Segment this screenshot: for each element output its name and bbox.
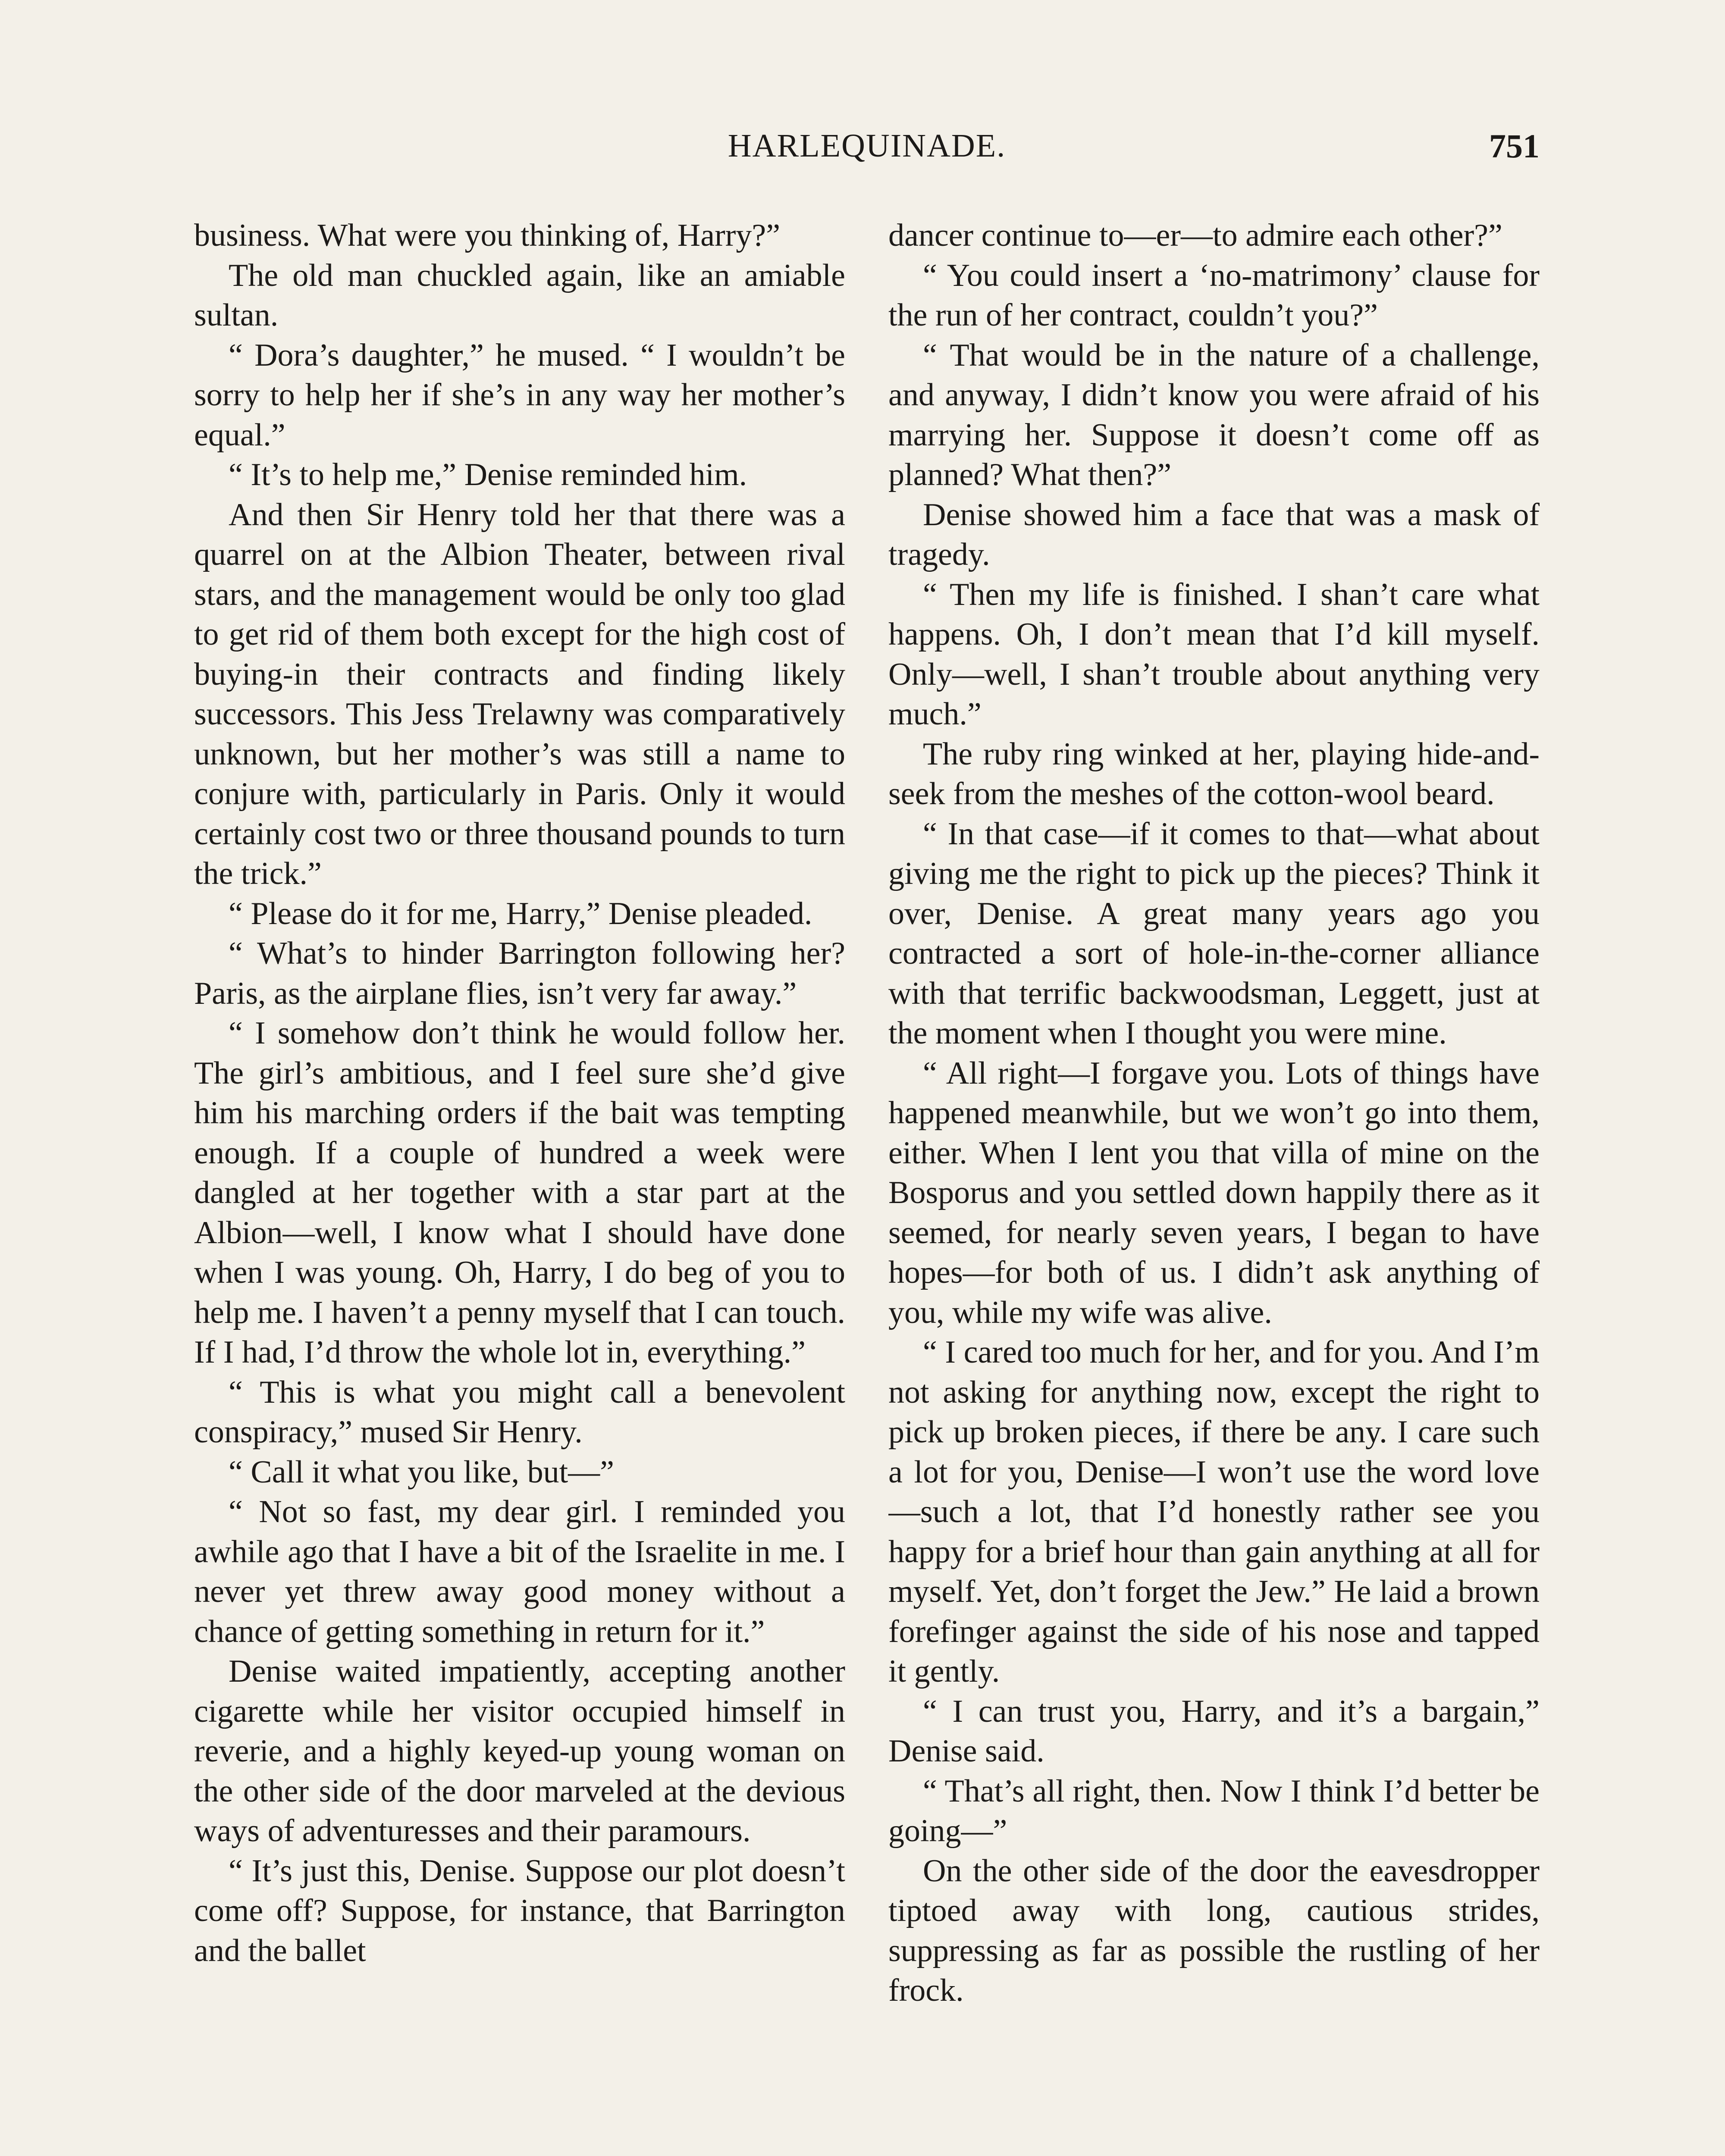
paragraph: The ruby ring winked at her, playing hide-and-seek from the meshes of the cotton-wool beard. xyxy=(888,736,1540,812)
paragraph: On the other side of the door the eavesdropper tiptoed away with long, cautious strides, suppressing as far as possible the rustling of her frock. xyxy=(888,1853,1540,2008)
paragraph: “ I can trust you, Harry, and it’s a bargain,” Denise said. xyxy=(888,1693,1540,1769)
paragraph: The old man chuckled again, like an amiable sultan. xyxy=(194,257,845,333)
paragraph: “ That’s all right, then. Now I think I’d better be going—” xyxy=(888,1773,1540,1849)
page-number: 751 xyxy=(1489,127,1540,165)
paragraph: Denise waited impatiently, accepting another cigarette while her visitor occupied himself in reverie, and a highly keyed-up young woman on the other side of the door marveled at the devious ways of adventuresses and their paramours. xyxy=(194,1654,845,1849)
paragraph: Denise showed him a face that was a mask of tragedy. xyxy=(888,497,1540,572)
left-column xyxy=(194,216,845,2156)
paragraph: “ Please do it for me, Harry,” Denise pleaded. xyxy=(229,896,812,931)
right-column xyxy=(888,216,1540,2156)
paragraph: “ It’s just this, Denise. Suppose our plot doesn’t come off? Suppose, for instance, that Barrington and the ballet xyxy=(194,1853,845,1968)
paragraph: And then Sir Henry told her that there was a quarrel on at the Albion Theater, between rival stars, and the management would be only too glad to get rid of them both except for the high cost of buying-in their contracts and finding likely successors. This Jess Trelawny was comparatively unknown, but her mother’s was still a name to conjure with, particularly in Paris. Only it would certainly cost two or three thousand pounds to turn the trick.” xyxy=(194,497,845,891)
paragraph: “ Dora’s daughter,” he mused. “ I wouldn’t be sorry to help her if she’s in any way her mother’s equal.” xyxy=(194,337,845,453)
paragraph: “ It’s to help me,” Denise reminded him. xyxy=(229,457,747,492)
paragraph: “ Not so fast, my dear girl. I reminded you awhile ago that I have a bit of the Israelite in me. I never yet threw away good money without a chance of getting something in return for it.” xyxy=(194,1494,845,1649)
paragraph: “ Call it what you like, but—” xyxy=(229,1454,614,1490)
paragraph: “ In that case—if it comes to that—what about giving me the right to pick up the pieces? Think it over, Denise. A great many years ago you contracted a sort of hole-in-the-corner alliance with that terrific backwoodsman, Leggett, just at the moment when I thought you were mine. xyxy=(888,816,1540,1051)
paragraph: “ What’s to hinder Barrington following her? Paris, as the airplane flies, isn’t very far away.” xyxy=(194,936,845,1011)
paragraph: “ You could insert a ‘no-matrimony’ clause for the run of her contract, couldn’t you?” xyxy=(888,257,1540,333)
running-title: HARLEQUINADE. xyxy=(728,128,1006,164)
story-columns xyxy=(194,216,1540,2156)
paragraph: business. What were you thinking of, Harry?” xyxy=(194,218,781,253)
paragraph: dancer continue to—er—to admire each other?” xyxy=(888,218,1502,253)
paragraph: “ All right—I forgave you. Lots of things have happened meanwhile, but we won’t go into them, either. When I lent you that villa of mine on the Bosporus and you settled down happily there as it seemed, for nearly seven years, I began to have hopes—for both of us. I didn’t ask anything of you, while my wife was alive. xyxy=(888,1055,1540,1330)
paragraph: “ I cared too much for her, and for you. And I’m not asking for anything now, except the right to pick up broken pieces, if there be any. I care such a lot for you, Denise—I won’t use the word love—such a lot, that I’d honestly rather see you happy for a brief hour than gain anything at all for myself. Yet, don’t forget the Jew.” He laid a brown forefinger against the side of his nose and tapped it gently. xyxy=(888,1335,1540,1689)
paragraph: “ Then my life is finished. I shan’t care what happens. Oh, I don’t mean that I’d kill myself. Only—well, I shan’t trouble about anything very much.” xyxy=(888,577,1540,732)
paragraph: “ That would be in the nature of a challenge, and anyway, I didn’t know you were afraid of his marrying her. Suppose it doesn’t come off as planned? What then?” xyxy=(888,337,1540,492)
paragraph: “ I somehow don’t think he would follow her. The girl’s ambitious, and I feel sure she’d give him his marching orders if the bait was tempting enough. If a couple of hundred a week were dangled at her together with a star part at the Albion—well, I know what I should have done when I was young. Oh, Harry, I do beg of you to help me. I haven’t a penny myself that I can touch. If I had, I’d throw the whole lot in, everything.” xyxy=(194,1015,845,1370)
paragraph: “ This is what you might call a benevolent conspiracy,” mused Sir Henry. xyxy=(194,1374,845,1450)
page-header xyxy=(194,129,1540,181)
